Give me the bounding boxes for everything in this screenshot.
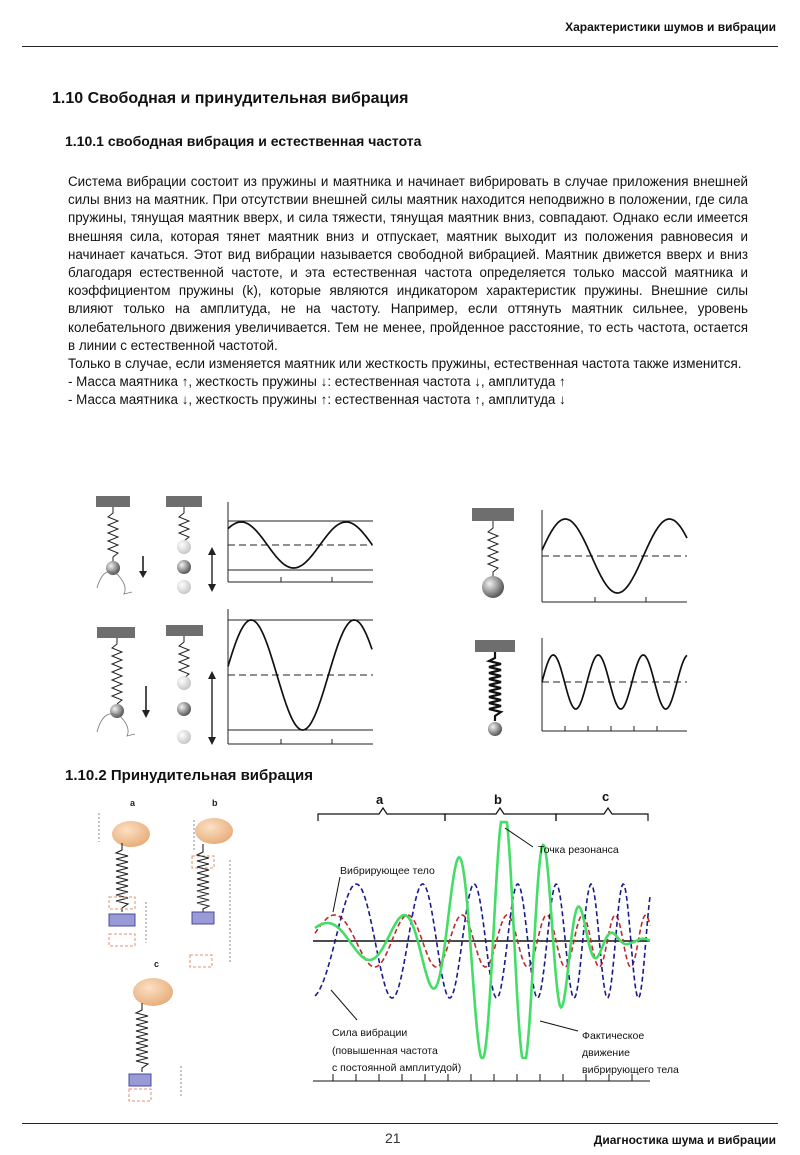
section-title: 1.10 Свободная и принудительная вибрация [52, 90, 409, 107]
footer-rule [22, 1123, 778, 1124]
mount-plate [97, 627, 135, 638]
paragraph: Только в случае, если изменяется маятник или жесткость пружины, естественная частота также изменится. [68, 356, 742, 372]
hand [133, 978, 173, 1006]
mount-plate [166, 625, 203, 636]
resonance-label: Точка резонанса [538, 844, 619, 856]
paragraph: Система вибрации состоит из пружины и маятника и начинает вибрировать в случае приложения внешней силы вниз на маятник. При отсутствии внешней силы маятник находится неподвижно в положении, где сила пружины, тянущая маятник вверх, и сила тяжести, тянущая маятник вниз, совпадают. Однако если имеется внешняя сила, которая тянет маятник вниз и отпускает, маятник выходит из положения равновесия и начинает качаться. Этот вид вибрации называется свободной вибрацией. Маятник движется вверх и вниз благодаря естественной частоте, и эта естественная частота определяется только массой маятника и коэффициентом пружины (k), которые являются индикатором характеристик пружины. Внешние силы влияют только на амплитуда, не на частоту. Например, если оттянуть маятник сильнее, уровень колебательного движения увеличивается. Тем не менее, пройденное расстояние, то есть частота, остается в линии с естественной частотой. [68, 174, 748, 353]
page-number: 21 [385, 1130, 401, 1146]
actual-label-line3: вибрирующего тела [582, 1064, 679, 1076]
segment-bracket-a [318, 808, 445, 821]
pendulum-ghost [177, 676, 191, 690]
spring [108, 507, 118, 562]
subsection-2-title: 1.10.2 Принудительная вибрация [65, 767, 313, 784]
mass-ghost [190, 955, 212, 967]
segment-bracket-b [445, 808, 556, 821]
pendulum-ball [110, 704, 124, 718]
pendulum-ball [177, 560, 191, 574]
free-vibration-small-amplitude [96, 496, 373, 594]
spring [112, 638, 122, 704]
hand [195, 818, 233, 844]
mass-ghost [129, 1089, 151, 1101]
panel-label: c [154, 959, 160, 969]
pendulum-ball [488, 722, 502, 736]
leader-line [331, 990, 357, 1020]
waveform-high-frequency [542, 638, 687, 731]
spring [179, 636, 189, 678]
pendulum-ball [482, 576, 504, 598]
spring [489, 652, 501, 721]
hand-outline [97, 572, 132, 594]
spring [116, 843, 128, 912]
footer-title: Диагностика шума и вибрации [593, 1133, 776, 1147]
forced-vibration-chart [313, 789, 679, 1081]
free-vibration-large-amplitude [97, 609, 373, 745]
mass [129, 1074, 151, 1086]
bullet-item: - Масса маятника ↓, жесткость пружины ↑: естественная частота ↑, амплитуда ↓ [68, 392, 566, 408]
force-label-line3: с постоянной амплитудой) [332, 1062, 462, 1074]
forced-panel-a [99, 798, 150, 946]
spring [179, 507, 189, 541]
segment-label-c: c [602, 789, 610, 804]
free-vibration-stiff-spring [475, 638, 687, 736]
pendulum-ghost [177, 580, 191, 594]
actual-label-line2: движение [582, 1047, 630, 1059]
pendulum-ball [177, 702, 191, 716]
spring [136, 1003, 148, 1072]
segment-label-a: a [376, 792, 384, 807]
actual-label-line1: Фактическое [582, 1030, 645, 1042]
vibrating-body-label: Вибрирующее тело [340, 865, 435, 877]
leader-line [333, 877, 340, 912]
forced-panel-c [129, 959, 181, 1101]
forced-panel-b [190, 798, 233, 967]
pendulum-ghost [177, 730, 191, 744]
spring [488, 521, 498, 577]
mount-plate [166, 496, 202, 507]
mount-plate [96, 496, 130, 507]
bullet-item: - Масса маятника ↑, жесткость пружины ↓: естественная частота ↓, амплитуда ↑ [68, 374, 566, 390]
waveform-small [228, 502, 373, 582]
mass-ghost [109, 934, 135, 946]
mount-plate [475, 640, 515, 652]
spring [197, 844, 209, 912]
mount-plate [472, 508, 514, 521]
panel-label: a [130, 798, 136, 808]
leader-line [540, 1021, 578, 1031]
waveform-large [228, 609, 373, 744]
pendulum-ghost [177, 540, 191, 554]
hand [112, 821, 150, 847]
subsection-1-title: 1.10.1 свободная вибрация и естественная частота [65, 133, 422, 149]
waveform-low-frequency [542, 510, 687, 602]
mass [109, 914, 135, 926]
force-label-line1: Сила вибрации [332, 1027, 408, 1039]
panel-label: b [212, 798, 218, 808]
segment-label-b: b [494, 792, 502, 807]
segment-bracket-c [556, 808, 648, 821]
force-label-line2: (повышенная частота [332, 1045, 438, 1057]
pendulum-ball [106, 561, 120, 575]
mass [192, 912, 214, 924]
header-title: Характеристики шумов и вибрации [565, 20, 776, 34]
free-vibration-heavy-mass [472, 508, 687, 602]
